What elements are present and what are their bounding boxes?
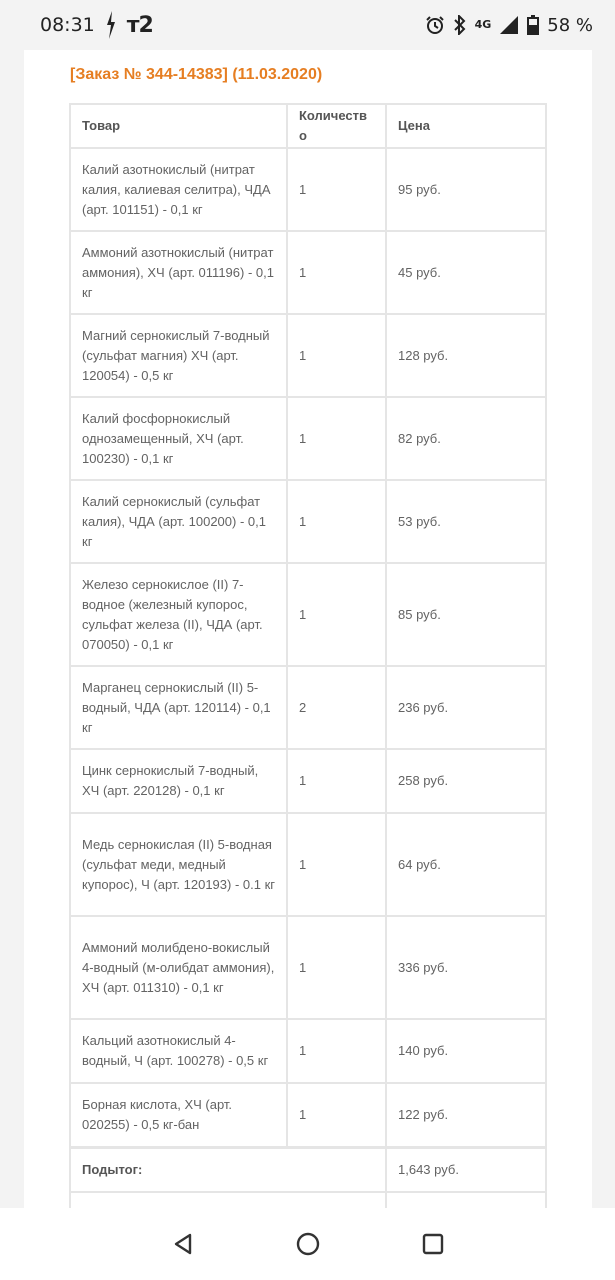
quantity-cell: 2 xyxy=(287,666,386,749)
battery-percent: 58 % xyxy=(547,14,593,36)
network-type: 4G xyxy=(474,18,492,31)
table-row xyxy=(70,1019,546,1083)
price-cell: 258 руб. xyxy=(386,749,546,813)
quantity-cell: 1 xyxy=(287,314,386,397)
header-product: Товар xyxy=(70,104,287,148)
signal-icon xyxy=(499,15,519,35)
quantity-cell: 1 xyxy=(287,1019,386,1083)
order-title[interactable]: [Заказ № 344-14383] (11.03.2020) xyxy=(70,66,323,83)
table-row xyxy=(70,666,546,749)
back-button[interactable] xyxy=(163,1224,203,1264)
table-row xyxy=(70,1083,546,1147)
product-cell: Медь сернокислая (II) 5-водная (сульфат меди, медный купорос), Ч (арт. 120193) - 0.1 кг xyxy=(70,813,287,916)
product-cell: Цинк сернокислый 7-водный, ХЧ (арт. 220128) - 0,1 кг xyxy=(70,749,287,813)
quantity-cell: 1 xyxy=(287,916,386,1019)
quantity-cell: 1 xyxy=(287,1083,386,1147)
back-icon xyxy=(171,1232,195,1256)
page-content[interactable] xyxy=(0,50,615,1208)
order-card xyxy=(24,50,592,1208)
product-cell: Борная кислота, ХЧ (арт. 020255) - 0,5 кг-бан xyxy=(70,1083,287,1147)
price-cell: 85 руб. xyxy=(386,563,546,666)
product-cell: Аммоний азотнокислый (нитрат аммония), ХЧ (арт. 011196) - 0,1 кг xyxy=(70,231,287,314)
table-row xyxy=(70,916,546,1019)
price-cell: 140 руб. xyxy=(386,1019,546,1083)
product-cell: Аммоний молибдено-вокислый 4-водный (м-олибдат аммония), ХЧ (арт. 011310) - 0,1 кг xyxy=(70,916,287,1019)
status-right xyxy=(425,15,593,36)
price-cell: 45 руб. xyxy=(386,231,546,314)
price-cell: 128 руб. xyxy=(386,314,546,397)
home-button[interactable] xyxy=(288,1224,328,1264)
price-cell: 53 руб. xyxy=(386,480,546,563)
quantity-cell: 1 xyxy=(287,148,386,231)
price-cell: 95 руб. xyxy=(386,148,546,231)
table-row xyxy=(70,314,546,397)
status-time: 08:31 xyxy=(40,14,95,36)
table-row xyxy=(70,563,546,666)
product-cell: Калий сернокислый (сульфат калия), ЧДА (арт. 100200) - 0,1 кг xyxy=(70,480,287,563)
table-header-row xyxy=(70,104,546,148)
recents-button[interactable] xyxy=(413,1224,453,1264)
home-icon xyxy=(295,1231,321,1257)
order-table xyxy=(69,103,547,1208)
flash-notification-icon xyxy=(105,11,117,39)
table-row xyxy=(70,749,546,813)
product-cell: Калий фосфорнокислый однозамещенный, ХЧ (арт. 100230) - 0,1 кг xyxy=(70,397,287,480)
carrier-name: т2 xyxy=(126,12,153,38)
next-total-label xyxy=(70,1192,386,1209)
quantity-cell: 1 xyxy=(287,749,386,813)
table-row xyxy=(70,813,546,916)
table-row xyxy=(70,397,546,480)
next-total-value xyxy=(386,1192,546,1209)
price-cell: 236 руб. xyxy=(386,666,546,749)
price-cell: 336 руб. xyxy=(386,916,546,1019)
quantity-cell: 1 xyxy=(287,231,386,314)
bluetooth-icon xyxy=(453,15,467,35)
status-bar xyxy=(0,0,615,50)
table-row xyxy=(70,480,546,563)
next-total-row xyxy=(70,1192,546,1209)
navigation-bar xyxy=(0,1208,615,1280)
price-cell: 122 руб. xyxy=(386,1083,546,1147)
subtotal-value: 1,643 руб. xyxy=(386,1147,546,1192)
table-row xyxy=(70,231,546,314)
quantity-cell: 1 xyxy=(287,813,386,916)
header-price: Цена xyxy=(386,104,546,148)
price-cell: 64 руб. xyxy=(386,813,546,916)
product-cell: Железо сернокислое (II) 7-водное (железный купорос, сульфат железа (II), ЧДА (арт. 070050) - 0,1 кг xyxy=(70,563,287,666)
header-quantity: Количество xyxy=(287,104,386,148)
product-cell: Марганец сернокислый (II) 5-водный, ЧДА (арт. 120114) - 0,1 кг xyxy=(70,666,287,749)
subtotal-row xyxy=(70,1147,546,1192)
quantity-cell: 1 xyxy=(287,563,386,666)
subtotal-label: Подытог: xyxy=(70,1147,386,1192)
product-cell: Магний сернокислый 7-водный (сульфат магния) ХЧ (арт. 120054) - 0,5 кг xyxy=(70,314,287,397)
alarm-icon xyxy=(425,15,445,35)
status-left xyxy=(40,11,153,39)
quantity-cell: 1 xyxy=(287,480,386,563)
table-row xyxy=(70,148,546,231)
product-cell: Кальций азотнокислый 4-водный, Ч (арт. 100278) - 0,5 кг xyxy=(70,1019,287,1083)
quantity-cell: 1 xyxy=(287,397,386,480)
product-cell: Калий азотнокислый (нитрат калия, калиевая селитра), ЧДА (арт. 101151) - 0,1 кг xyxy=(70,148,287,231)
price-cell: 82 руб. xyxy=(386,397,546,480)
recents-icon xyxy=(421,1232,445,1256)
battery-icon xyxy=(527,15,539,35)
